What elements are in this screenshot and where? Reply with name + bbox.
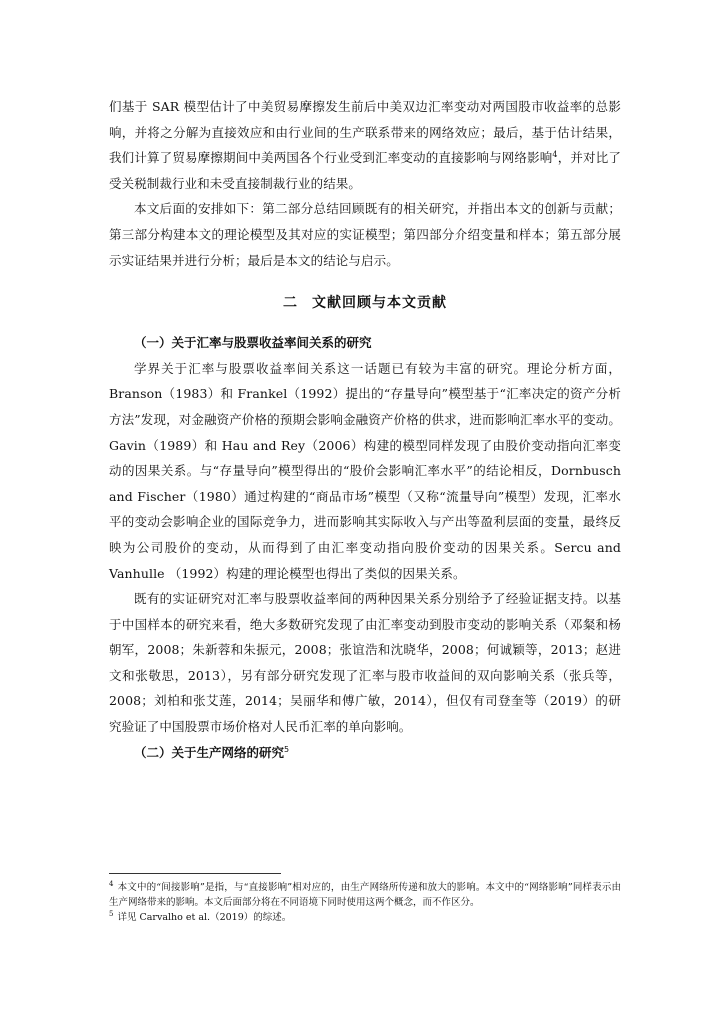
footnote-ref-5[interactable]: 5 xyxy=(284,744,290,754)
section-title: 文献回顾与本文贡献 xyxy=(312,295,447,312)
paragraph-sar-model xyxy=(109,94,621,196)
section-number: 二 xyxy=(283,295,298,312)
subsection-heading-production-network xyxy=(109,740,621,766)
subsection-title: （二）关于生产网络的研究 xyxy=(134,744,285,760)
section-heading xyxy=(109,292,621,312)
footnote-mark: 5 xyxy=(109,909,114,918)
footnote-text: 本文中的“间接影响”是指，与“直接影响”相对应的，由生产网络所传递和放大的影响。本文中的“网络影响”同样表示由生产网络带来的影响。本文后面部分将在不同语境下同时使用这两个概念，而不作区分。 xyxy=(109,882,621,908)
paragraph-theory: 学界关于汇率与股票收益率间关系这一话题已有较为丰富的研究。理论分析方面，Branson（1983）和 Frankel（1992）提出的“存量导向”模型基于“汇率决定的资产分析方法”发现，对金融资产价格的预期会影响金融资产价格的供求，进而影响汇率水平的变动。Gavin（1989）和 Hau and Rey（2006）构建的模型同样发现了由股价变动指向汇率变动的因果关系。与“存量导向”模型得出的“股价会影响汇率水平”的结论相反，Dornbusch and Fischer（1980）通过构建的“商品市场”模型（又称“流量导向”模型）发现，汇率水平的变动会影响企业的国际竞争力，进而影响其实际收入与产出等盈利层面的变量，最终反映为公司股价的变动，从而得到了由汇率变动指向股价变动的因果关系。Sercu and Vanhulle （1992）构建的理论模型也得出了类似的因果关系。 xyxy=(109,360,621,581)
footnote-4 xyxy=(109,880,621,910)
page-body xyxy=(109,94,621,765)
footnote-5 xyxy=(109,910,621,925)
footnotes xyxy=(109,873,621,925)
paragraph-text-tail: ，并对比了受关税制裁行业和未受直接制裁行业的结果。 xyxy=(109,150,621,191)
footnote-divider xyxy=(109,873,281,874)
paragraph-empirical: 既有的实证研究对汇率与股票收益率间的两种因果关系分别给予了经验证据支持。以基于中国样本的研究来看，绝大多数研究发现了由汇率变动到股市变动的影响关系（邓粲和杨朝军，2008；朱新蓉和朱振元，2008；张谊浩和沈晓华，2008；何诚颖等，2013；赵进文和张敬思，2013），另有部分研究发现了汇率与股市收益间的双向影响关系（张兵等，2008；刘柏和张艾莲，2014；吴丽华和傅广敏，2014），但仅有司登奎等（2019）的研究验证了中国股票市场价格对人民币汇率的单向影响。 xyxy=(109,591,621,735)
subsection-heading-exchange-rate: （一）关于汇率与股票收益率间关系的研究 xyxy=(134,335,372,351)
footnote-ref-4[interactable]: 4 xyxy=(552,150,558,160)
paragraph-text: 们基于 SAR 模型估计了中美贸易摩擦发生前后中美双边汇率变动对两国股市收益率的总影响，并将之分解为直接效应和由行业间的生产联系带来的网络效应；最后，基于估计结果，我们计算了贸易摩擦期间中美两国各个行业受到汇率变动的直接影响与网络影响 xyxy=(109,99,621,166)
footnote-text: 详见 Carvalho et al.（2019）的综述。 xyxy=(117,912,292,923)
paragraph-structure: 本文后面的安排如下：第二部分总结回顾既有的相关研究，并指出本文的创新与贡献；第三部分构建本文的理论模型及其对应的实证模型；第四部分介绍变量和样本；第五部分展示实证结果并进行分析；最后是本文的结论与启示。 xyxy=(109,201,621,268)
footnote-mark: 4 xyxy=(109,879,114,888)
